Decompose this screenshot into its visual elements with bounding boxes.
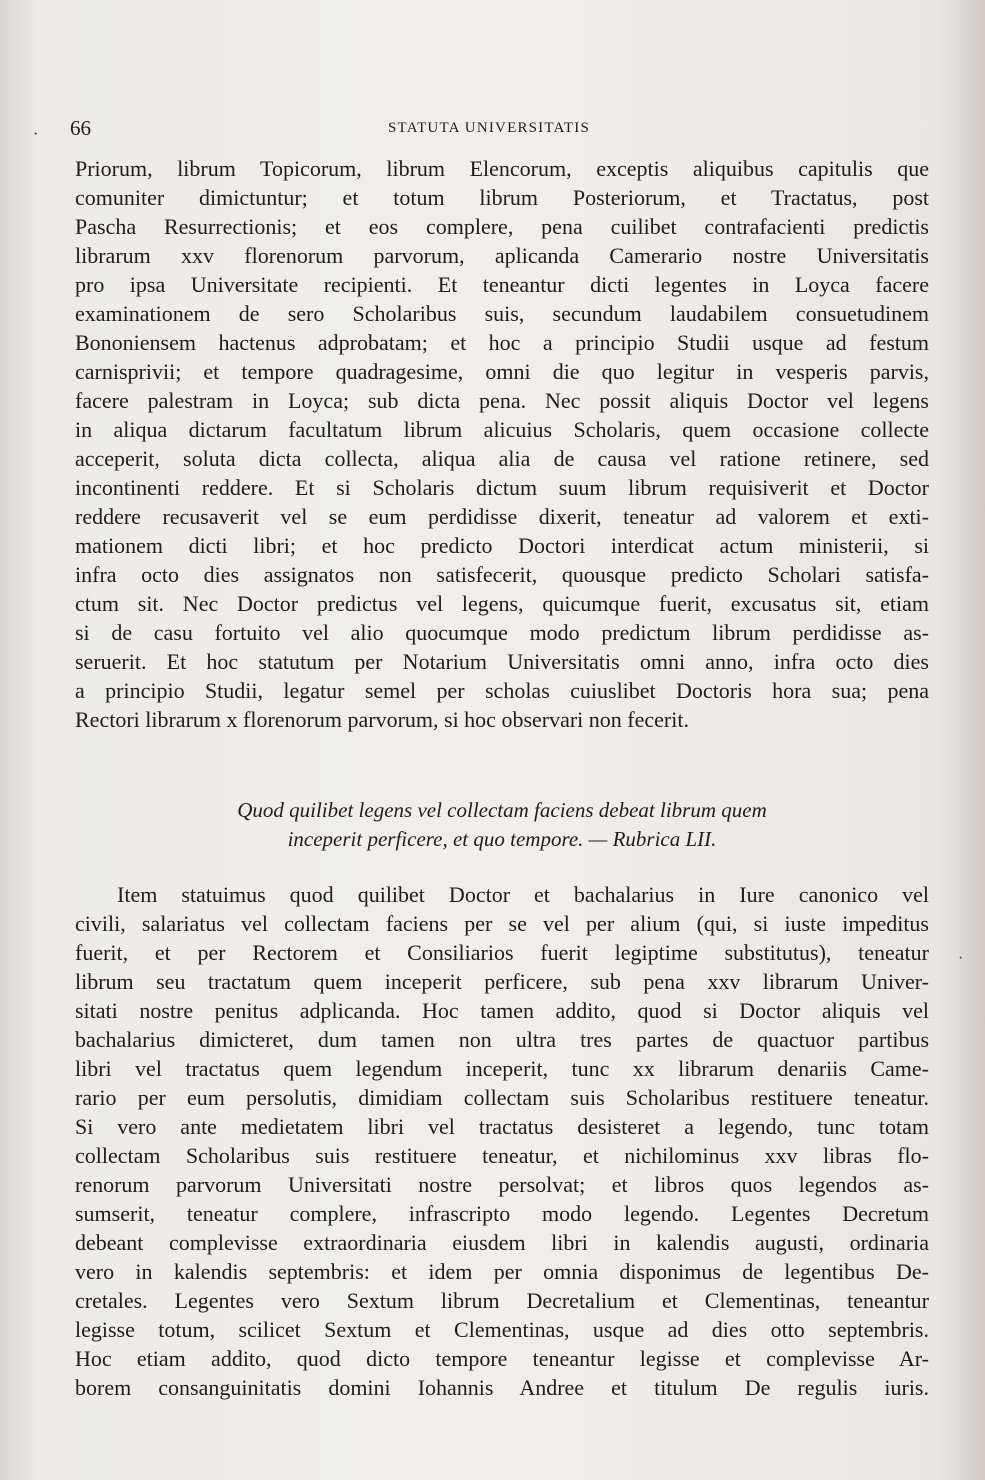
text-line: carnisprivii; et tempore quadragesime, omni die quo legitur in vesperis parvis,	[75, 359, 929, 384]
text-line: renorum parvorum Universitati nostre persolvat; et libros quos legendos as-	[75, 1172, 929, 1197]
text-line: librarum xxv florenorum parvorum, aplicanda Camerario nostre Universitatis	[75, 243, 929, 268]
rubric-title: Quod quilibet legens vel collectam faciens debeat librum quem	[237, 798, 767, 822]
text-line: Hoc etiam addito, quod dicto tempore teneantur legisse et complevisse Ar-	[75, 1346, 929, 1371]
text-line: librum seu tractatum quem inceperit perficere, sub pena xxv librarum Univer-	[75, 969, 929, 994]
page-number: 66	[70, 116, 91, 140]
text-line: Priorum, librum Topicorum, librum Elencorum, exceptis aliquibus capitulis que	[75, 156, 929, 181]
text-line: reddere recusaverit vel se eum perdidisse dixerit, teneatur ad valorem et exti-	[75, 504, 929, 529]
text-line: fuerit, et per Rectorem et Consiliarios fuerit legiptime substitutus), teneatur	[75, 940, 929, 965]
rubric-title: inceperit perficere, et quo tempore. — Rubrica LII.	[287, 827, 717, 851]
text-line: incontinenti reddere. Et si Scholaris dictum suum librum requisiverit et Doctor	[75, 475, 929, 500]
text-line: Rectori librarum x florenorum parvorum, si hoc observari non fecerit.	[75, 707, 689, 732]
running-head: STATUTA UNIVERSITATIS	[388, 120, 591, 136]
text-line: Si vero ante medietatem libri vel tractatus desisteret a legendo, tunc totam	[75, 1114, 929, 1139]
text-line: sitati nostre penitus adplicanda. Hoc tamen addito, quod si Doctor aliquis vel	[75, 998, 929, 1023]
text-line: borem consanguinitatis domini Iohannis Andree et titulum De regulis iuris.	[75, 1375, 929, 1400]
text-line: facere palestram in Loyca; sub dicta pena. Nec possit aliquis Doctor vel legens	[75, 388, 929, 413]
text-line: mationem dicti libri; et hoc predicto Doctori interdicat actum ministerii, si	[75, 533, 929, 558]
text-line: debeant complevisse extraordinaria eiusdem libri in kalendis augusti, ordinaria	[75, 1230, 929, 1255]
text-line: libri vel tractatus quem legendum inceperit, tunc xx librarum denariis Came-	[75, 1056, 929, 1081]
text-line: examinationem de sero Scholaribus suis, secundum laudabilem consuetudinem	[75, 301, 929, 326]
text-line: collectam Scholaribus suis restituere teneatur, et nichilominus xxv libras flo-	[75, 1143, 929, 1168]
text-line: sumserit, teneatur complere, infrascripto modo legendo. Legentes Decretum	[75, 1201, 929, 1226]
text-line: in aliqua dictarum facultatum librum alicuius Scholaris, quem occasione collecte	[75, 417, 929, 442]
text-line: rario per eum persolutis, dimidiam collectam suis Scholaribus restituere teneatur.	[75, 1085, 929, 1110]
margin-mark: ·	[33, 126, 39, 143]
text-line: Pascha Resurrectionis; et eos complere, pena cuilibet contrafacienti predictis	[75, 214, 929, 239]
text-line: pro ipsa Universitate recipienti. Et teneantur dicti legentes in Loyca facere	[75, 272, 929, 297]
text-line: acceperit, soluta dicta collecta, aliqua alia de causa vel ratione retinere, sed	[75, 446, 929, 471]
text-line: Bononiensem hactenus adprobatam; et hoc a principio Studii usque ad festum	[75, 330, 929, 355]
text-line: infra octo dies assignatos non satisfecerit, quousque predicto Scholari satisfa-	[75, 562, 929, 587]
text-line: bachalarius dimicteret, dum tamen non ultra tres partes de quactuor partibus	[75, 1027, 929, 1052]
text-line: civili, salariatus vel collectam faciens per se vel per alium (qui, si iuste impeditus	[75, 911, 929, 936]
text-line: seruerit. Et hoc statutum per Notarium Universitatis omni anno, infra octo dies	[75, 649, 929, 674]
text-line: ctum sit. Nec Doctor predictus vel legens, quicumque fuerit, excusatus sit, etiam	[75, 591, 929, 616]
text-line: comuniter dimictuntur; et totum librum Posteriorum, et Tractatus, post	[75, 185, 929, 210]
text-line: legisse totum, scilicet Sextum et Clementinas, usque ad dies otto septembris.	[75, 1317, 929, 1342]
text-line: cretales. Legentes vero Sextum librum Decretalium et Clementinas, teneantur	[75, 1288, 929, 1313]
margin-mark: ·	[958, 950, 964, 967]
text-line: si de casu fortuito vel alio quocumque modo predictum librum perdidisse as-	[75, 620, 929, 645]
text-line: vero in kalendis septembris: et idem per omnia disponimus de legentibus De-	[75, 1259, 929, 1284]
text-line: a principio Studii, legatur semel per scholas cuiuslibet Doctoris hora sua; pena	[75, 678, 929, 703]
text-line: Item statuimus quod quilibet Doctor et bachalarius in Iure canonico vel	[117, 882, 929, 907]
